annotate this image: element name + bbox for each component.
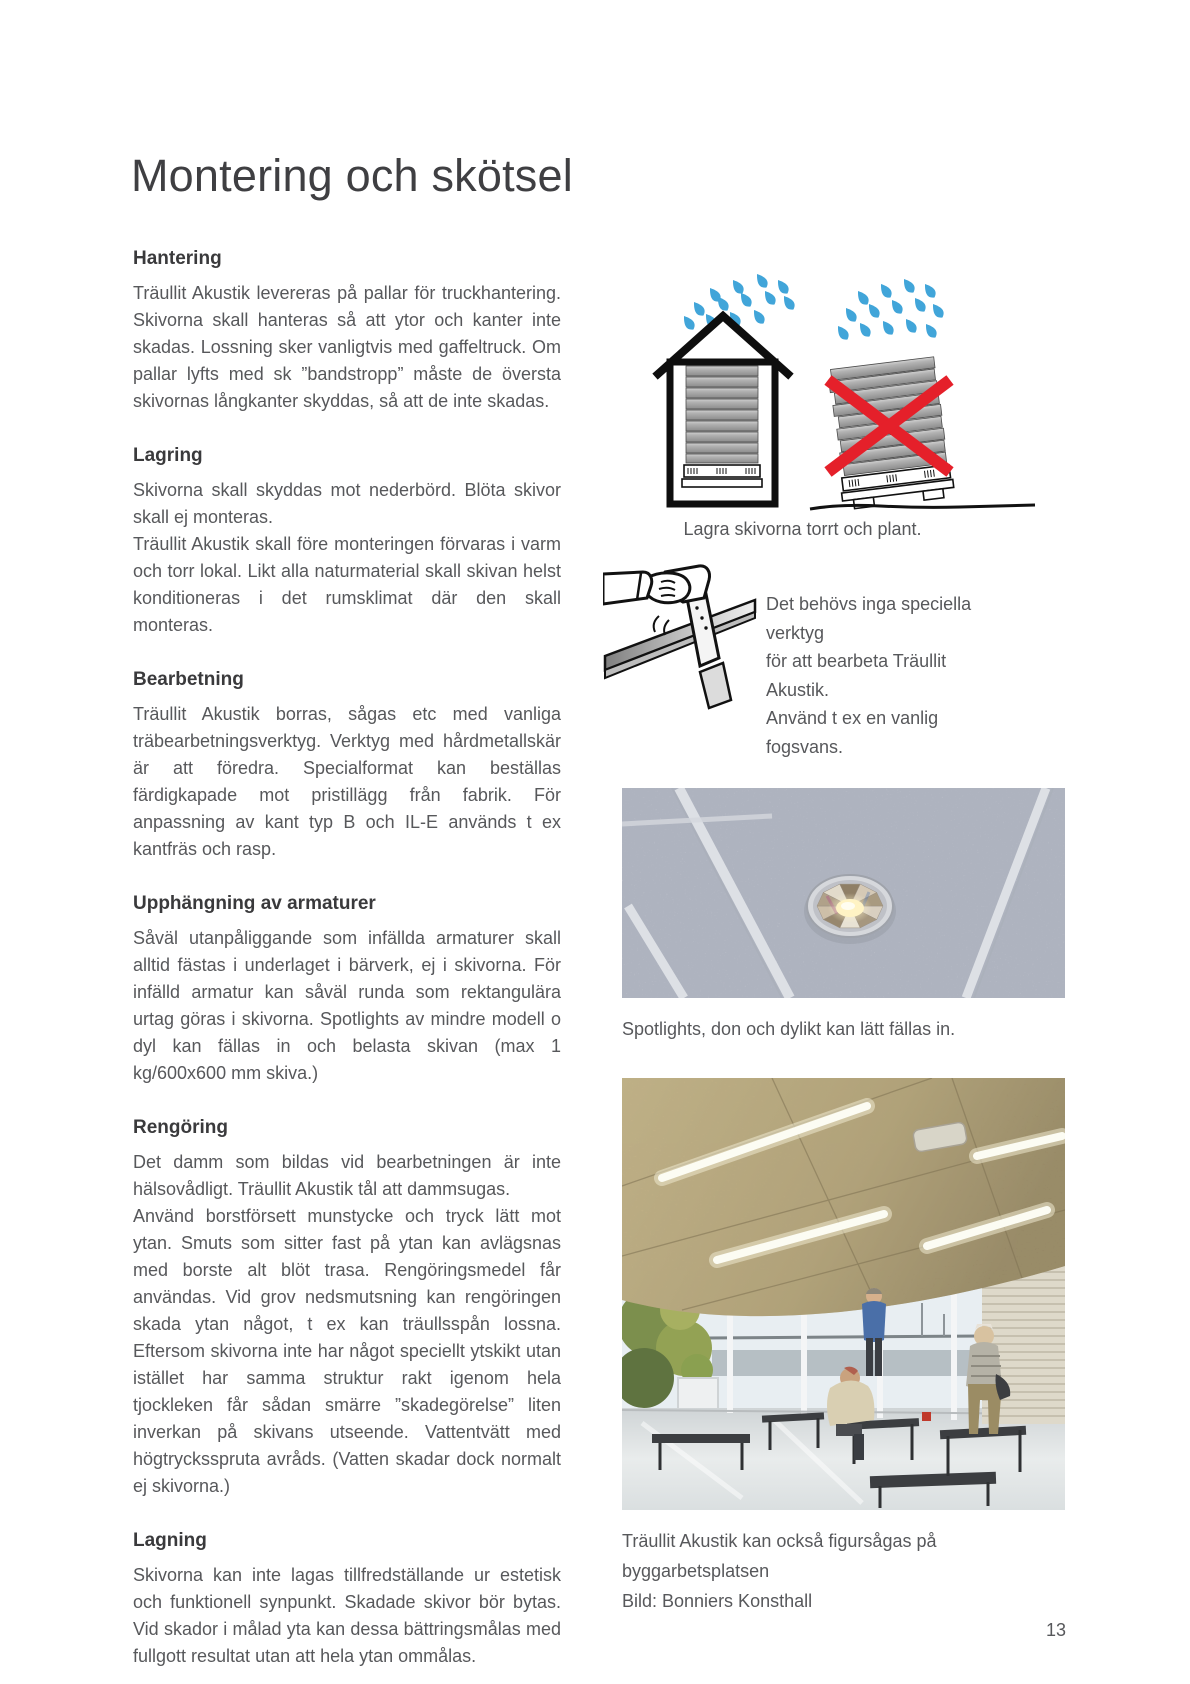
saw-note-line: för att bearbeta Träullit Akustik. <box>766 651 947 700</box>
section-hantering <box>133 248 561 415</box>
section-paragraph: Använd borstförsett munstycke och tryck lätt mot ytan. Smuts som sitter fast på ytan kan avlägsnas med borste alt blöt trasa. Rengöringsmedel får användas. Vid grov nedsmutsning kan rengöringen skada ytan något, t ex kan träullsspån lossna. Eftersom skivorna inte har något speciellt ytskikt utan istället har samma struktur rakt igenom hela tjockleken får sådan smärre ”skadegörelse” liten inverkan på skivans utseende. Vattentvätt med högtrycksspruta avråds. (Vatten skadar dock normalt ej skivorna.) <box>133 1206 561 1496</box>
section-lagring <box>133 445 561 639</box>
rain-icon <box>680 271 797 332</box>
saw-note <box>766 590 1004 761</box>
interior-caption-block <box>622 1526 1065 1616</box>
page-title: Montering och skötsel <box>131 150 573 201</box>
cut-piece <box>700 663 731 708</box>
panel-edge <box>605 612 755 678</box>
spotlight-icon <box>804 875 896 944</box>
saw-blade-icon <box>687 594 719 666</box>
spotlight-photo <box>622 788 1065 998</box>
saw-illustration-drawing <box>603 560 761 712</box>
section-heading: Hantering <box>133 248 222 269</box>
storage-caption: Lagra skivorna torrt och plant. <box>683 519 922 539</box>
storage-illustration <box>620 266 1065 516</box>
interior-caption: Träullit Akustik kan också figursågas på byggarbetsplatsen <box>622 1531 937 1581</box>
section-rengoring <box>133 1117 561 1500</box>
section-paragraph: Skivorna kan inte lagas tillfredställande ur estetisk och funktionell synpunkt. Skadade skivor bör bytas. Vid skador i målad yta kan dessa bättringsmålas med fullgott resultat utan att hela ytan ommålas. <box>133 1565 561 1666</box>
section-heading: Upphängning av armaturer <box>133 893 376 914</box>
ground-line <box>810 505 1035 509</box>
storage-illustration-drawing <box>620 266 1065 516</box>
section-heading: Bearbetning <box>133 669 244 690</box>
text-column <box>133 248 561 1670</box>
section-paragraph: Träullit Akustik skall före monteringen förvaras i varm och torr lokal. Likt alla naturmaterial skall skivan helst konditioneras i det rumsklimat där den skall monteras. <box>133 534 561 635</box>
interior-credit: Bild: Bonniers Konsthall <box>622 1591 813 1611</box>
sleeve-icon <box>603 572 652 604</box>
spotlight-caption: Spotlights, don och dylikt kan lätt fällas in. <box>622 1019 956 1039</box>
saw-note-line: Använd t ex en vanlig fogsvans. <box>766 708 939 757</box>
section-paragraph: Det damm som bildas vid bearbetningen är inte hälsovådligt. Träullit Akustik tål att dammsugas. <box>133 1152 561 1199</box>
section-heading: Lagring <box>133 445 203 466</box>
panel-board <box>605 600 755 670</box>
page-number: 13 <box>1045 1620 1066 1640</box>
spotlight-photo-drawing <box>622 788 1065 998</box>
saw-illustration <box>603 560 761 712</box>
saw-note-line: Det behövs inga speciella verktyg <box>766 594 972 643</box>
section-paragraph: Träullit Akustik levereras på pallar för truckhantering. Skivorna skall hanteras så att ytor och kanter inte skadas. Lossning sker vanligtvis med gaffeltruck. Om pallar lyfts med sk ”bandstropp” måste de översta skivornas långkanter skyddas, så att de inte skadas. <box>133 283 561 411</box>
section-paragraph: Träullit Akustik borras, sågas etc med vanliga träbearbetningsverktyg. Verktyg med hårdmetallskär är att föredra. Specialformat kan beställas färdigkapade mot pristillägg från fabrik. För anpassning av kant typ B och IL-E används t ex kantfräs och rasp. <box>133 704 561 859</box>
rain-icon <box>834 276 946 342</box>
bridge-line <box>707 1336 982 1338</box>
interior-photo <box>622 1078 1065 1510</box>
section-paragraph: Såväl utanpåliggande som infällda armaturer skall alltid fästas i underlaget i bärverk, ej i skivorna. För infälld armatur kan såväl runda som rektangulära urtag göras i skivorna. Spotlights av mindre modell o dyl kan fällas in och belasta skivan (max 1 kg/600x600 mm skiva.) <box>133 928 561 1083</box>
section-heading: Lagning <box>133 1530 207 1551</box>
house-icon <box>658 316 788 504</box>
section-bearbetning <box>133 669 561 863</box>
section-lagning <box>133 1530 561 1670</box>
interior-photo-drawing <box>622 1078 1065 1510</box>
section-upphangning <box>133 893 561 1087</box>
section-heading: Rengöring <box>133 1117 228 1138</box>
board-stack-icon <box>682 366 762 487</box>
section-paragraph: Skivorna skall skyddas mot nederbörd. Blöta skivor skall ej monteras. <box>133 480 561 527</box>
